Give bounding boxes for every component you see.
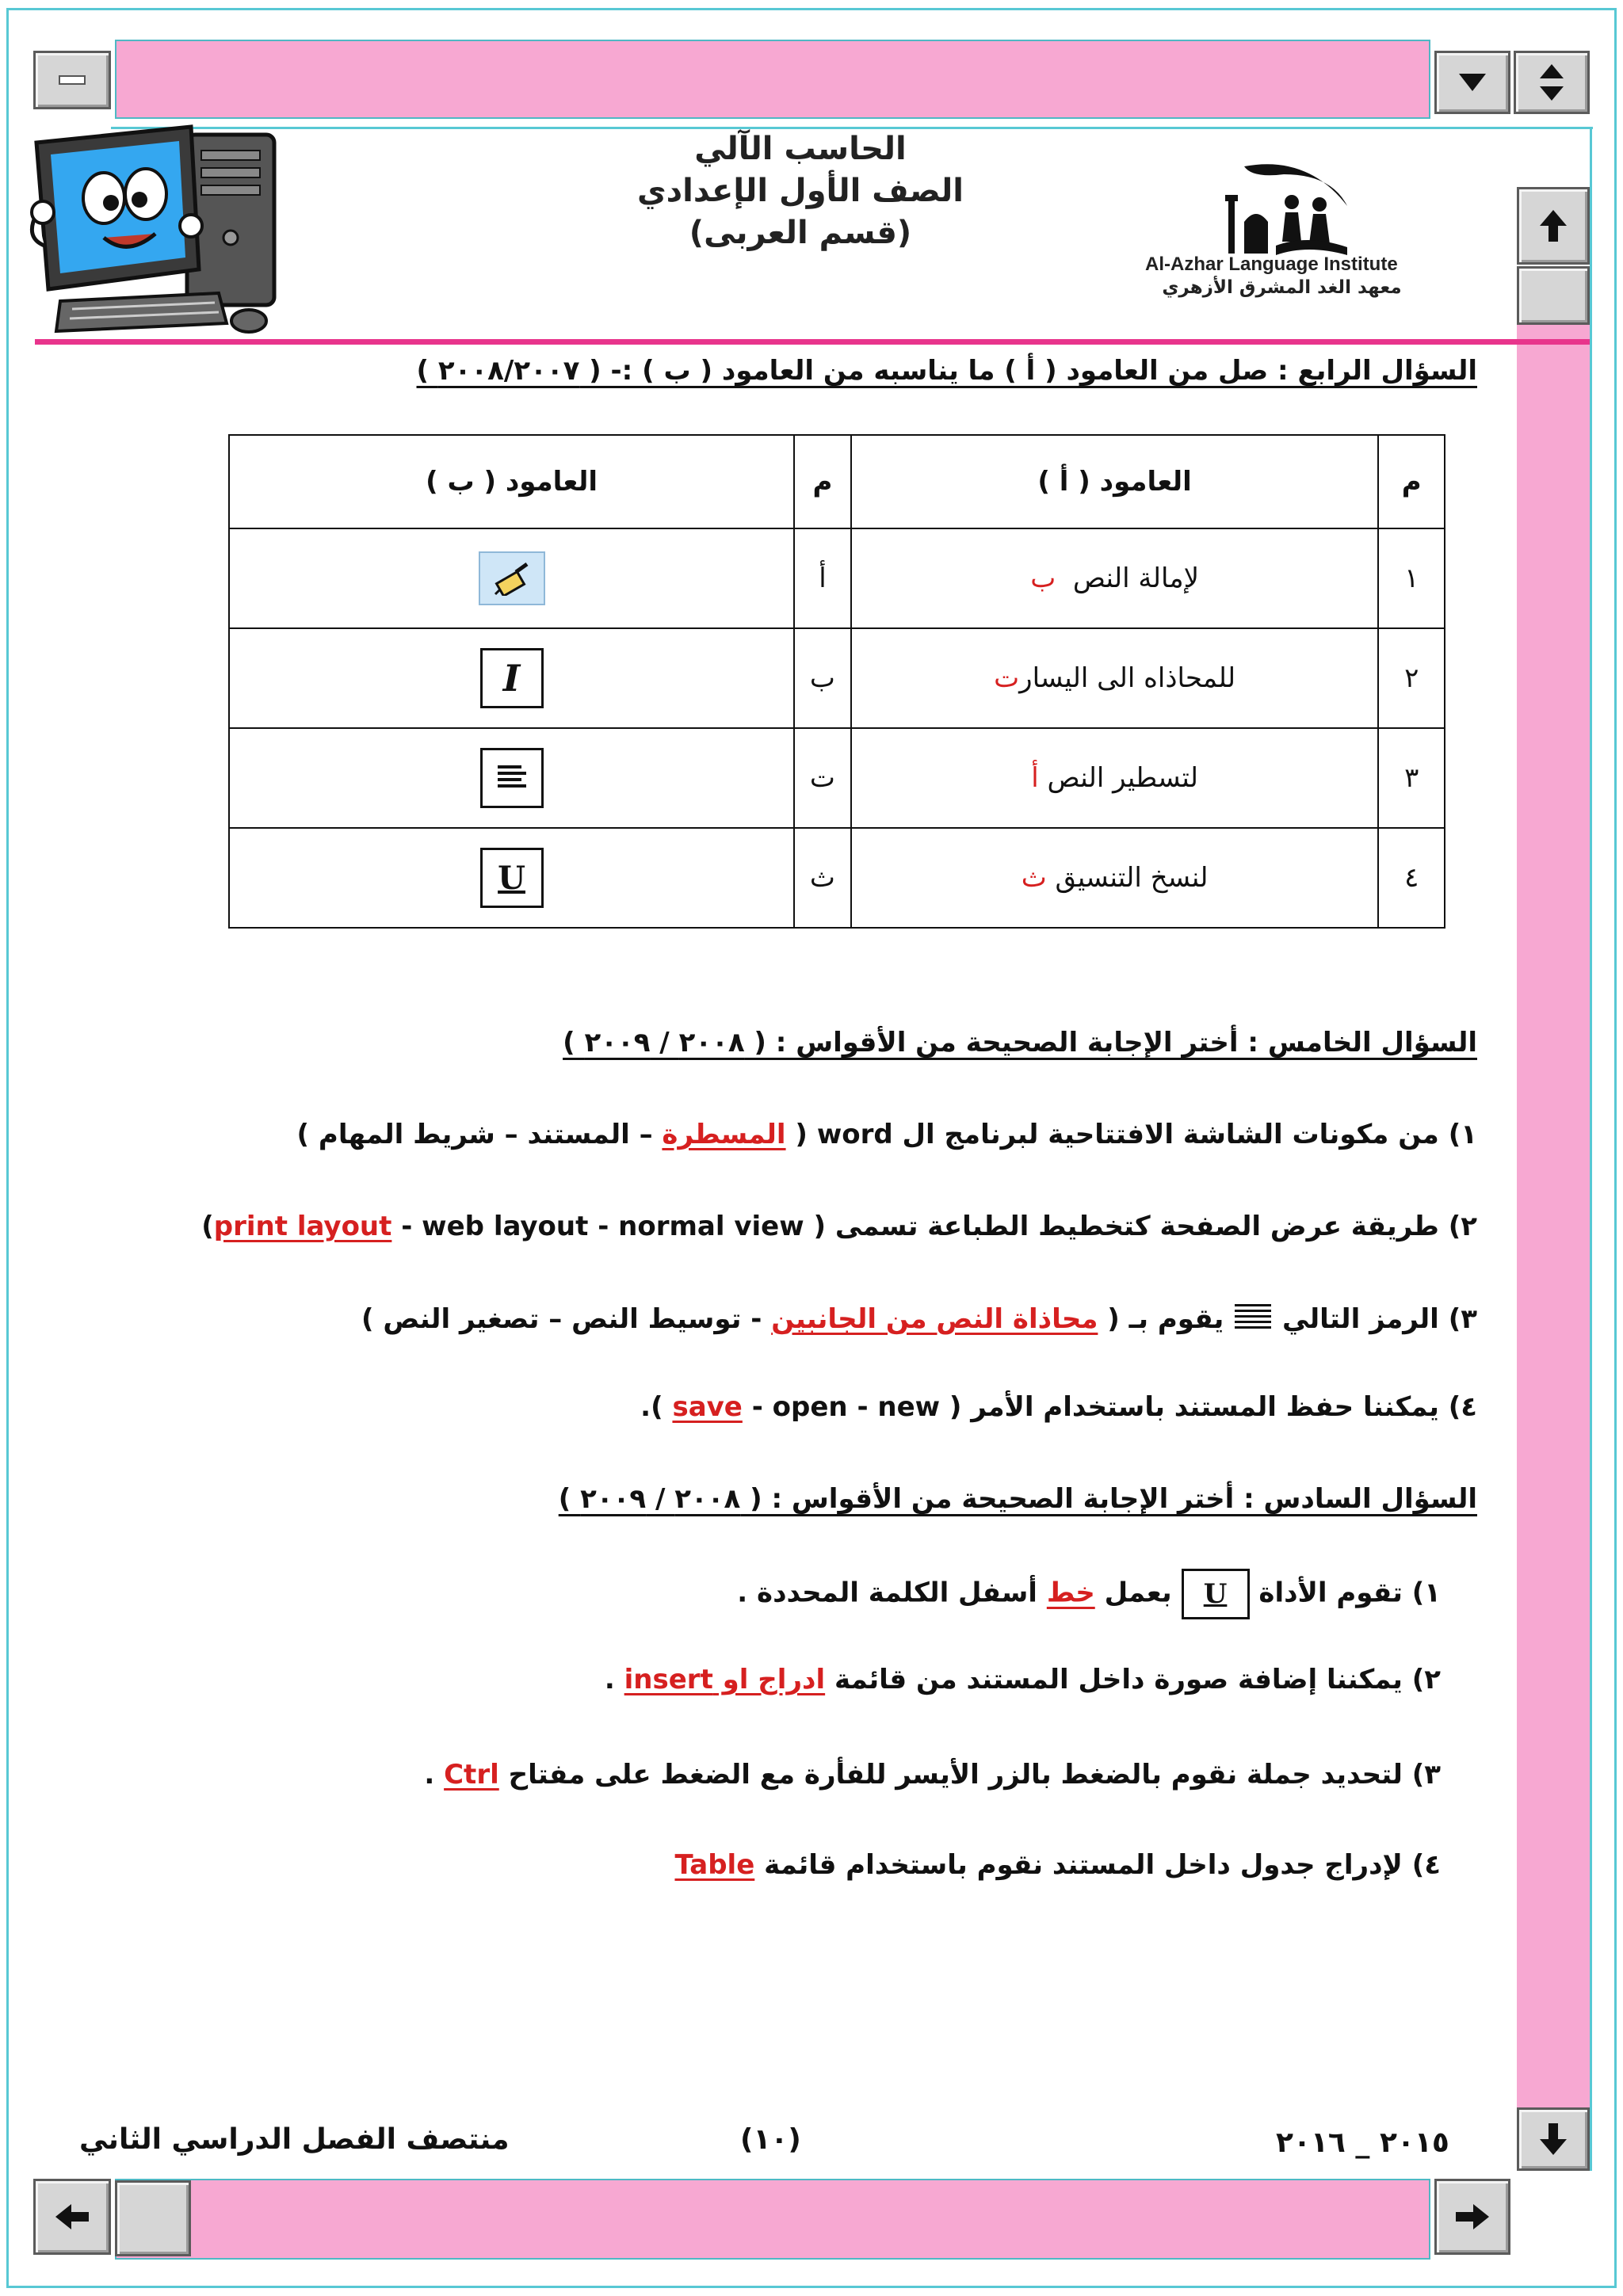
q6-item-3: ٣) لتحديد جملة نقوم بالضغط بالزر الأيسر للفأرة مع الضغط على مفتاح Ctrl . xyxy=(424,1759,1441,1791)
table-row xyxy=(229,528,1445,628)
answer: محاذاة النص من الجانبين xyxy=(771,1303,1098,1335)
row-icon-cell xyxy=(229,628,794,728)
row-letter: أ xyxy=(794,528,851,628)
underline-icon: U xyxy=(480,848,544,908)
matching-table xyxy=(228,434,1445,929)
header-subject: الحاسب الآلي xyxy=(694,131,907,167)
institute-name-ar: معهد الغد المشرق الأزهري xyxy=(1162,277,1402,298)
q6-item-1: ١) تقوم الأداة U بعمل خط أسفل الكلمة المحددة . xyxy=(737,1569,1441,1619)
row-icon-cell xyxy=(229,728,794,828)
row-num: ٢ xyxy=(1378,628,1445,728)
table-row xyxy=(229,728,1445,828)
system-menu-button[interactable] xyxy=(33,51,111,109)
answer: Table xyxy=(674,1849,755,1881)
triangle-down-icon xyxy=(1459,74,1486,91)
table-header-row xyxy=(229,435,1445,528)
up-down-icon xyxy=(1540,64,1564,101)
underline-tool-icon: U xyxy=(1182,1569,1250,1619)
institute-name-en: Al-Azhar Language Institute xyxy=(1145,254,1398,275)
row-text: لتسطير النص أ xyxy=(851,728,1379,828)
answer: print layout xyxy=(213,1211,392,1242)
restore-button[interactable] xyxy=(1514,51,1590,114)
q5-item-1: ١) من مكونات الشاشة الافتتاحية لبرنامج ال word ( المسطرة – المستند – شريط المهام ) xyxy=(296,1119,1477,1150)
justify-icon xyxy=(1233,1301,1273,1340)
row-num: ٣ xyxy=(1378,728,1445,828)
arrow-left-icon xyxy=(55,2204,89,2229)
scroll-left-button[interactable] xyxy=(33,2179,111,2255)
row-answer: ب xyxy=(1030,563,1056,594)
header-col-b: العامود ( ب ) xyxy=(229,435,794,528)
row-num: ١ xyxy=(1378,528,1445,628)
horizontal-scroll-track[interactable] xyxy=(115,2179,1430,2260)
q6-item-4: ٤) لإدراج جدول داخل المستند نقوم باستخدام قائمة Table xyxy=(674,1849,1441,1881)
answer: Ctrl xyxy=(444,1759,499,1791)
row-text: لنسخ التنسيق ث xyxy=(851,828,1379,928)
arrow-up-icon xyxy=(1540,210,1567,242)
institute-logo xyxy=(1189,158,1379,261)
q4-title: السؤال الرابع : صل من العامود ( أ ) ما يناسبه من العامود ( ب ) :- ( ٢٠٠٨/٢٠٠٧ ) xyxy=(416,355,1477,387)
answer: save xyxy=(672,1391,743,1423)
q5-item-4: ٤) يمكننا حفظ المستند باستخدام الأمر ( save - open - new ). xyxy=(640,1391,1477,1423)
row-text: لإمالة النص ب xyxy=(851,528,1379,628)
scroll-down-button[interactable] xyxy=(1517,2107,1590,2171)
row-answer: ث xyxy=(1021,862,1047,894)
q6-item-2: ٢) يمكننا إضافة صورة داخل المستند من قائمة ادراج او insert . xyxy=(604,1664,1441,1695)
row-answer: ت xyxy=(994,662,1020,694)
header-section: (قسم العربى) xyxy=(689,215,912,251)
row-icon-cell xyxy=(229,528,794,628)
answer: خط xyxy=(1046,1577,1095,1609)
q5-item-2: ٢) طريقة عرض الصفحة كتخطيط الطباعة تسمى ( print layout - web layout - normal view) xyxy=(201,1211,1477,1242)
header-letter: م xyxy=(794,435,851,528)
arrow-down-icon xyxy=(1540,2123,1567,2155)
row-letter: ب xyxy=(794,628,851,728)
vertical-scroll-track[interactable] xyxy=(1517,269,1590,2107)
align-left-icon xyxy=(480,748,544,808)
footer-term: منتصف الفصل الدراسي الثاني xyxy=(79,2123,510,2156)
scroll-up-button[interactable] xyxy=(1517,187,1590,265)
computer-mascot-image xyxy=(29,119,290,341)
header-col-a: العامود ( أ ) xyxy=(851,435,1379,528)
title-bar xyxy=(115,40,1430,119)
q6-title: السؤال السادس : أختر الإجابة الصحيحة من الأقواس : ( ٢٠٠٨ / ٢٠٠٩ ) xyxy=(558,1483,1477,1515)
row-letter: ت xyxy=(794,728,851,828)
header-grade: الصف الأول الإعدادي xyxy=(636,173,964,209)
q5-item-3: ٣) الرمز التالي يقوم بـ ( محاذاة النص من الجانبين - توسيط النص – تصغير النص ) xyxy=(361,1301,1477,1340)
minimize-button[interactable] xyxy=(1434,51,1510,114)
minus-icon xyxy=(59,75,86,85)
format-painter-icon xyxy=(479,551,545,605)
horizontal-scroll-thumb[interactable] xyxy=(115,2180,191,2256)
arrow-right-icon xyxy=(1456,2204,1489,2229)
table-row xyxy=(229,828,1445,928)
footer-year: ٢٠١٥ _ ٢٠١٦ xyxy=(1276,2126,1449,2159)
footer-page-number: (١٠) xyxy=(740,2123,801,2156)
scroll-thumb[interactable] xyxy=(1517,266,1590,325)
row-letter: ث xyxy=(794,828,851,928)
row-text: للمحاذاه الى اليسارت xyxy=(851,628,1379,728)
right-frame-line xyxy=(1590,127,1592,2171)
italic-icon: I xyxy=(480,648,544,708)
header-num: م xyxy=(1378,435,1445,528)
row-answer: أ xyxy=(1031,762,1039,794)
answer: ادراج او insert xyxy=(624,1664,826,1695)
header-frame-line xyxy=(111,127,1593,129)
answer: المسطرة xyxy=(662,1119,786,1150)
q5-title: السؤال الخامس : أختر الإجابة الصحيحة من الأقواس : ( ٢٠٠٨ / ٢٠٠٩ ) xyxy=(563,1027,1477,1058)
row-icon-cell xyxy=(229,828,794,928)
table-row xyxy=(229,628,1445,728)
header-divider xyxy=(35,339,1590,345)
row-num: ٤ xyxy=(1378,828,1445,928)
scroll-right-button[interactable] xyxy=(1434,2179,1510,2255)
